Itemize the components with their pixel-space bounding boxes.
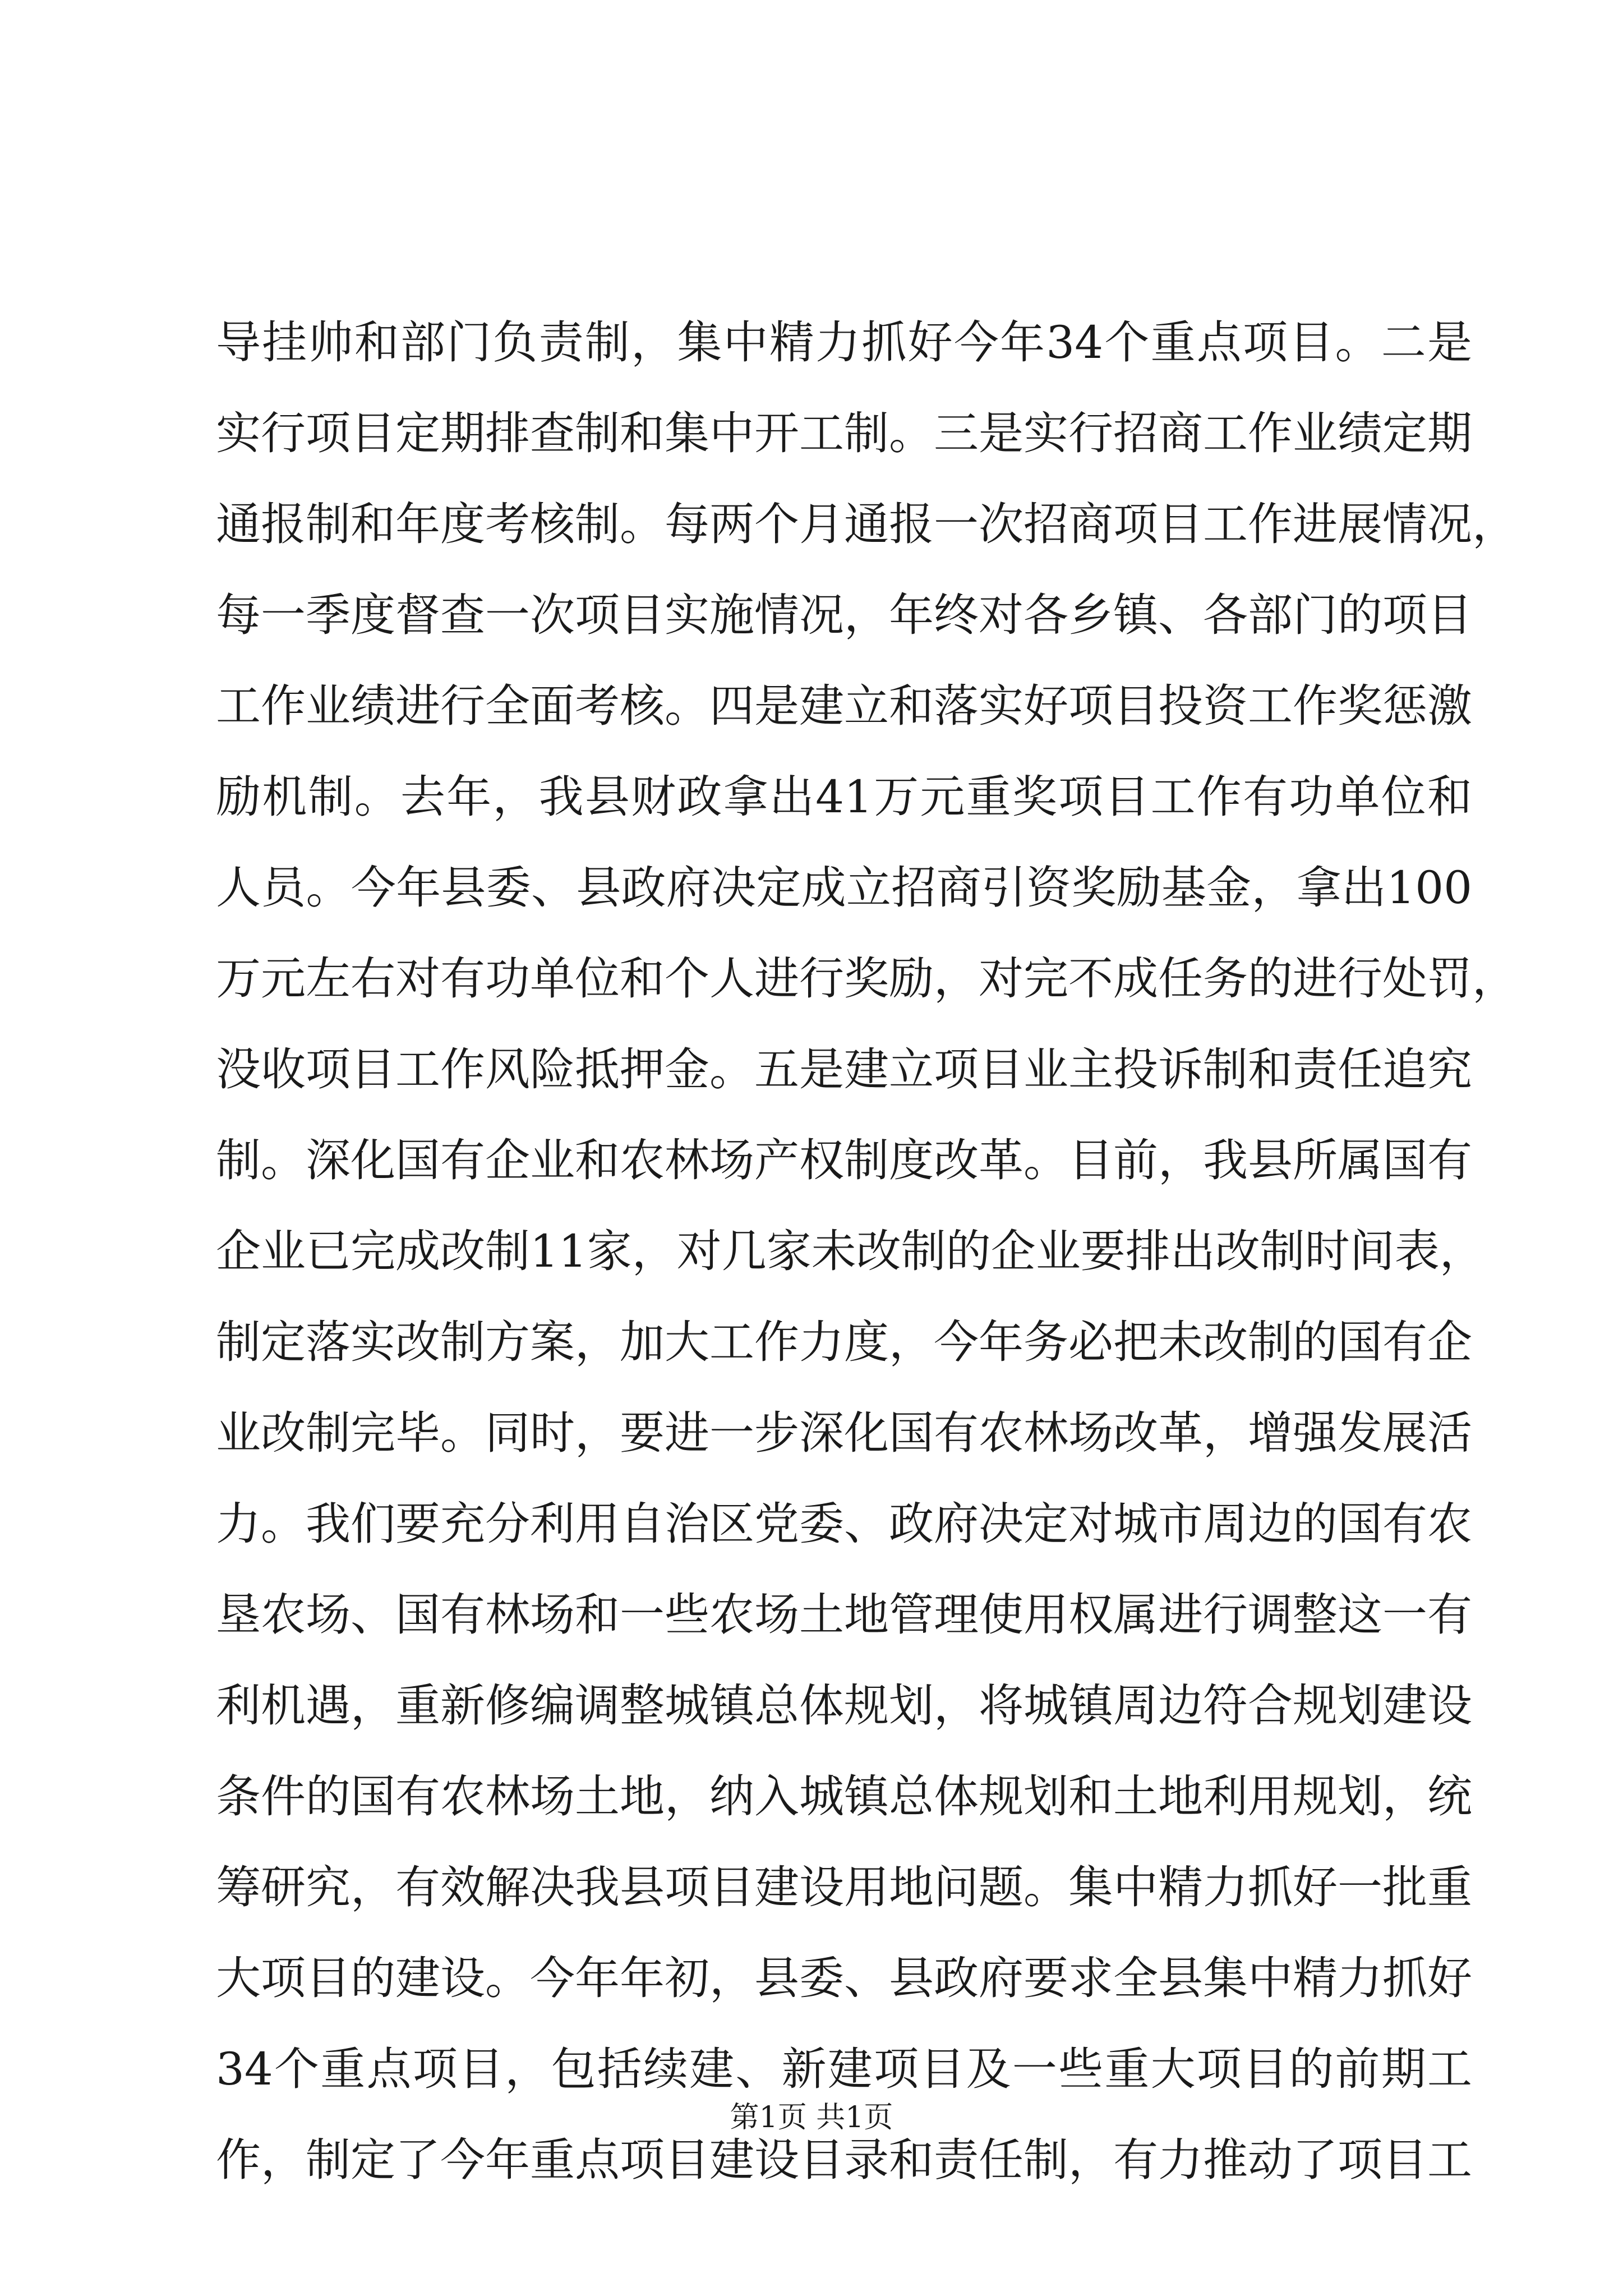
text-line: 人员。今年县委、县政府决定成立招商引资奖励基金，拿出100 (216, 862, 1472, 914)
page-footer (0, 2095, 1623, 2140)
page-number-label: 第1页 共1页 (730, 2101, 893, 2134)
text-line: 筹研究，有效解决我县项目建设用地问题。集中精力抓好一批重 (216, 1861, 1472, 1913)
text-line: 利机遇，重新修编调整城镇总体规划，将城镇周边符合规划建设 (216, 1680, 1472, 1732)
text-line: 通报制和年度考核制。每两个月通报一次招商项目工作进展情况， (216, 498, 1517, 550)
text-line: 没收项目工作风险抵押金。五是建立项目业主投诉制和责任追究 (216, 1043, 1472, 1096)
text-line: 实行项目定期排查制和集中开工制。三是实行招商工作业绩定期 (216, 407, 1472, 459)
text-line: 条件的国有农林场土地，纳入城镇总体规划和土地利用规划，统 (216, 1770, 1472, 1823)
body-text (216, 297, 1517, 2206)
text-line: 每一季度督查一次项目实施情况，年终对各乡镇、各部门的项目 (216, 589, 1472, 641)
text-line: 制。深化国有企业和农林场产权制度改革。目前，我县所属国有 (216, 1134, 1472, 1186)
text-line: 万元左右对有功单位和个人进行奖励，对完不成任务的进行处罚， (216, 953, 1517, 1005)
text-line: 作，制定了今年重点项目建设目录和责任制，有力推动了项目工 (216, 2134, 1472, 2186)
text-line: 制定落实改制方案，加大工作力度，今年务必把未改制的国有企 (216, 1316, 1472, 1368)
text-line: 大项目的建设。今年年初，县委、县政府要求全县集中精力抓好 (216, 1952, 1472, 2004)
text-line: 业改制完毕。同时，要进一步深化国有农林场改革，增强发展活 (216, 1407, 1472, 1459)
text-line: 企业已完成改制11家，对几家未改制的企业要排出改制时间表， (216, 1225, 1484, 1277)
text-line: 垦农场、国有林场和一些农场土地管理使用权属进行调整这一有 (216, 1589, 1472, 1641)
text-line: 励机制。去年，我县财政拿出41万元重奖项目工作有功单位和 (216, 771, 1472, 823)
text-line: 工作业绩进行全面考核。四是建立和落实好项目投资工作奖惩激 (216, 680, 1472, 732)
text-line: 力。我们要充分利用自治区党委、政府决定对城市周边的国有农 (216, 1498, 1472, 1550)
text-line: 34个重点项目，包括续建、新建项目及一些重大项目的前期工 (216, 2043, 1472, 2095)
text-line: 导挂帅和部门负责制，集中精力抓好今年34个重点项目。二是 (216, 316, 1472, 369)
